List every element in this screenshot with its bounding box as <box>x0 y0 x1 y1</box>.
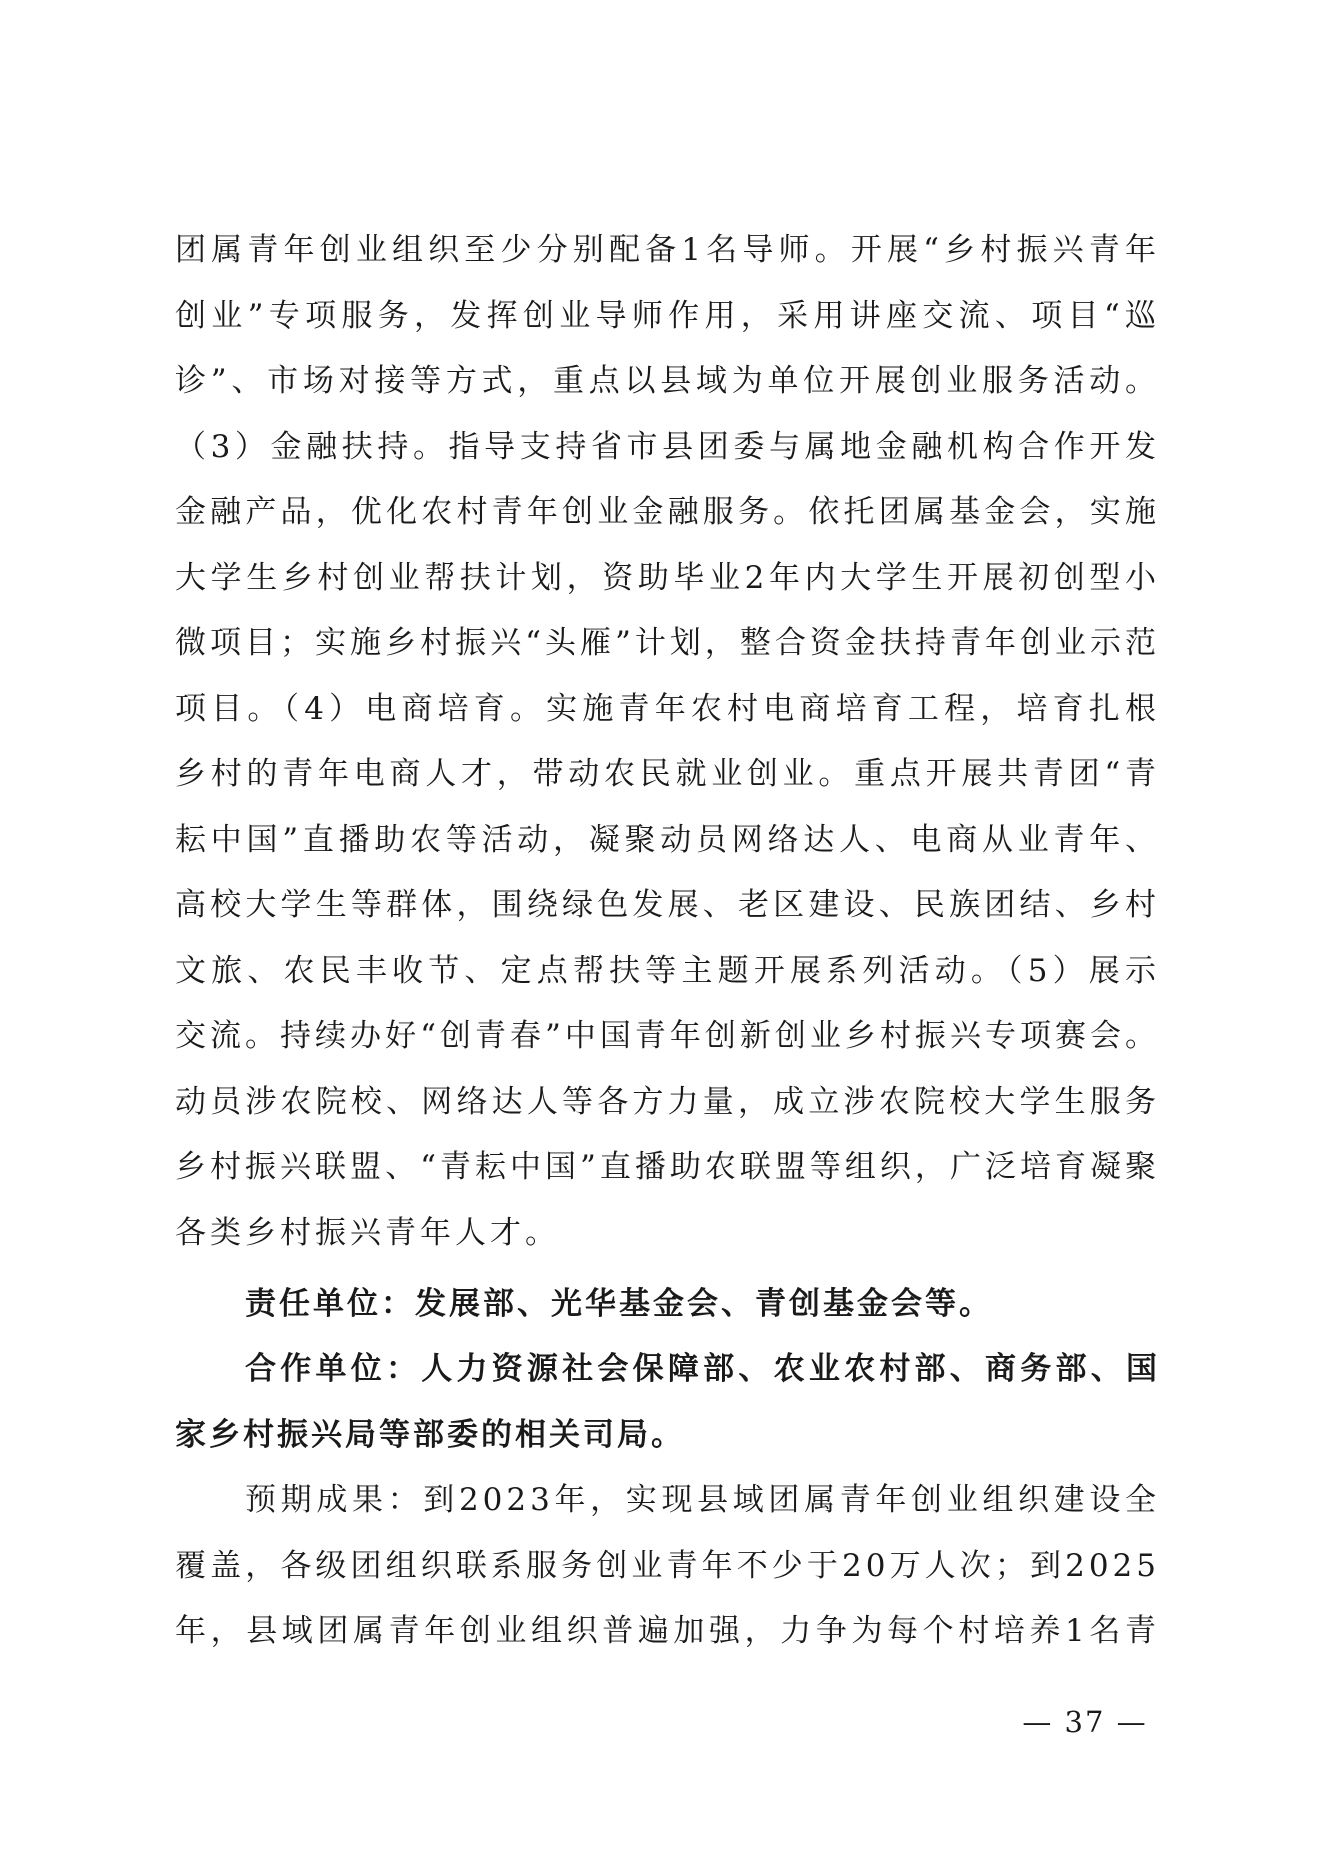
cooperating-units: 合作单位：人力资源社会保障部、农业农村部、商务部、国家乡村振兴局等部委的相关司局。 <box>175 1351 1160 1453</box>
body-paragraph: 团属青年创业组织至少分别配备1名导师。开展“乡村振兴青年创业”专项服务，发挥创业导师作用，采用讲座交流、项目“巡诊”、市场对接等方式，重点以县域为单位开展创业服务活动。（3）金融扶持。指导支持省市县团委与属地金融机构合作开发金融产品，优化农村青年创业金融服务。依托团属基金会，实施大学生乡村创业帮扶计划，资助毕业2年内大学生开展初创型小微项目；实施乡村振兴“头雁”计划，整合资金扶持青年创业示范项目。（4）电商培育。实施青年农村电商培育工程，培育扎根乡村的青年电商人才，带动农民就业创业。重点开展共青团“青耘中国”直播助农等活动，凝聚动员网络达人、电商从业青年、高校大学生等群体，围绕绿色发展、老区建设、民族团结、乡村文旅、农民丰收节、定点帮扶等主题开展系列活动。（5）展示交流。持续办好“创青春”中国青年创新创业乡村振兴专项赛会。动员涉农院校、网络达人等各方力量，成立涉农院校大学生服务乡村振兴联盟、“青耘中国”直播助农联盟等组织，广泛培育凝聚各类乡村振兴青年人才。 <box>175 232 1160 1251</box>
responsible-units: 责任单位：发展部、光华基金会、青创基金会等。 <box>245 1286 993 1322</box>
body-text-block <box>175 218 1160 1266</box>
expected-results: 预期成果：到2023年，实现县域团属青年创业组织建设全覆盖，各级团组织联系服务创业青年不少于20万人次；到2025年，县域团属青年创业组织普遍加强，力争为每个村培养1名青 <box>175 1482 1160 1649</box>
page-number: — 37 — <box>1022 1705 1148 1739</box>
